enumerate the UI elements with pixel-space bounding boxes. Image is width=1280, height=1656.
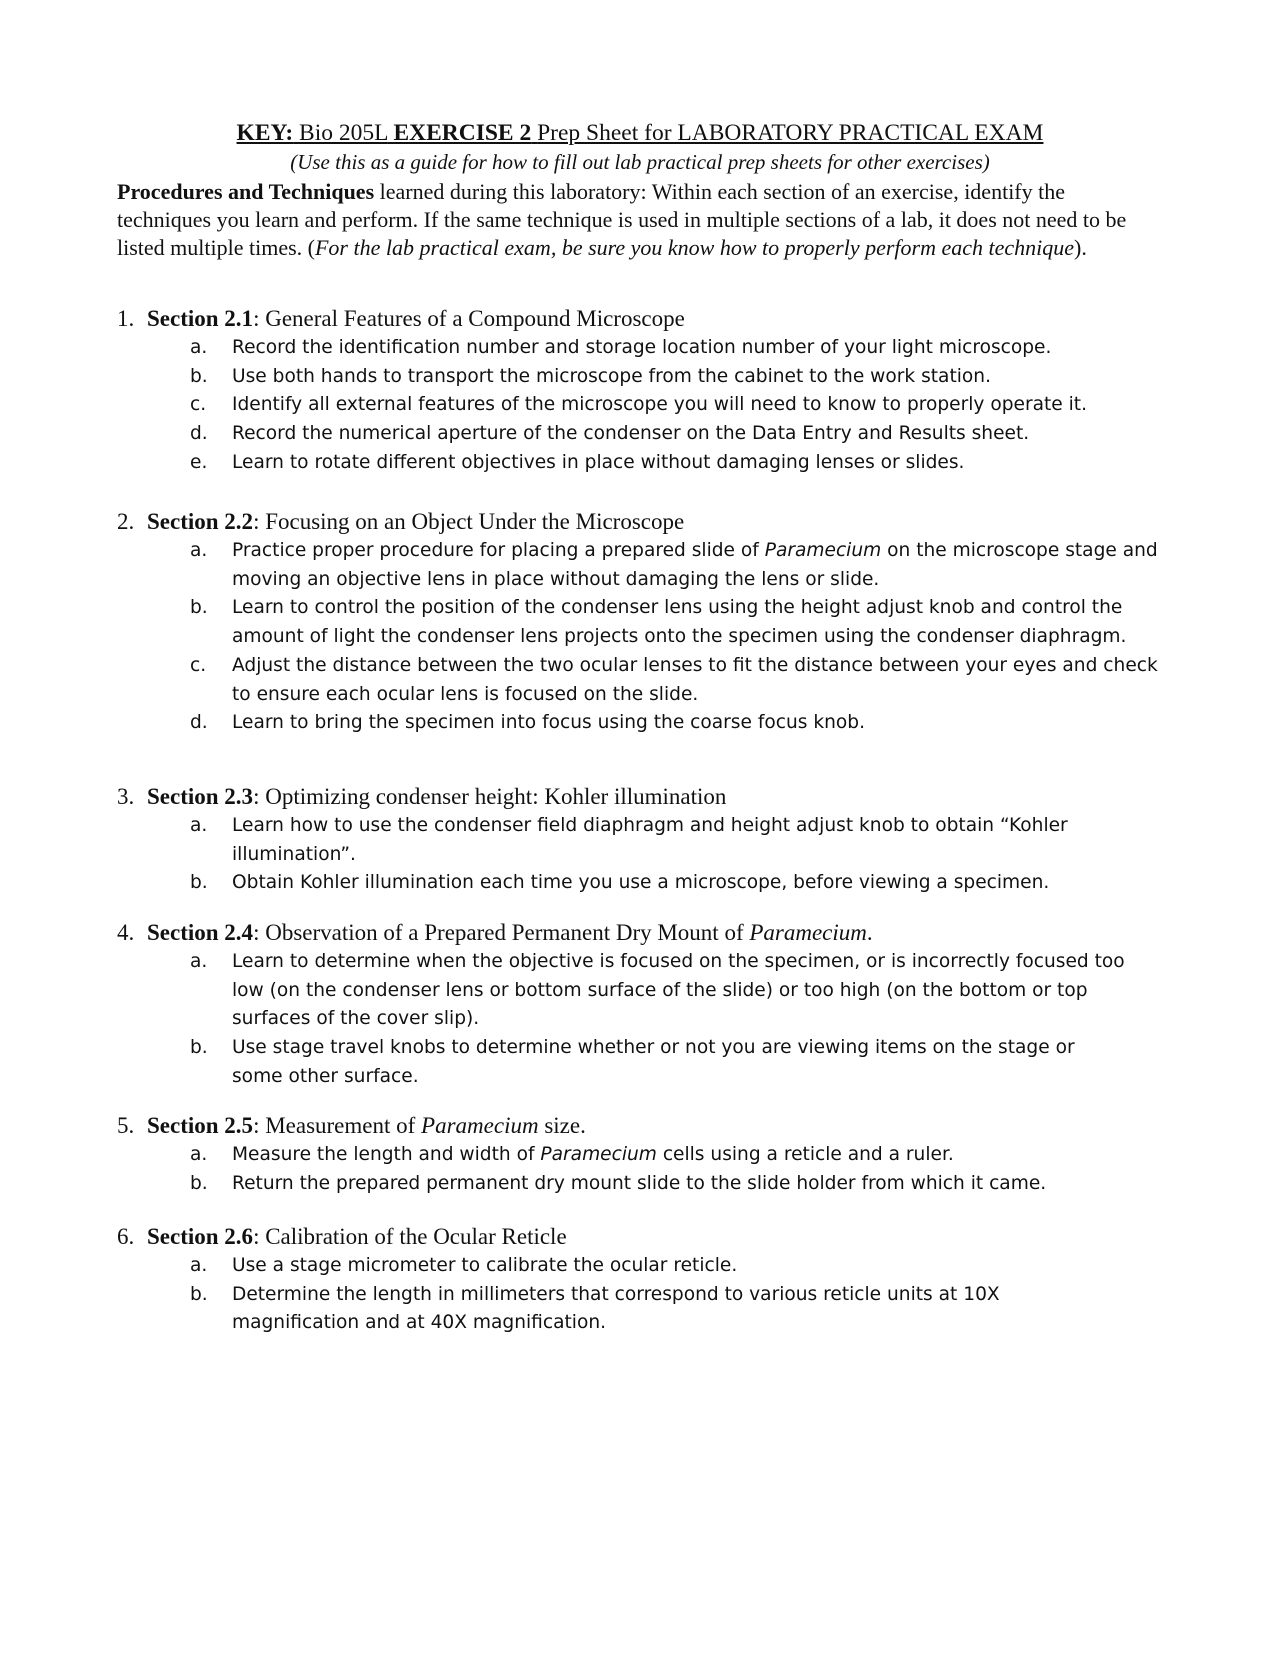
section-2-3: [117, 782, 1167, 898]
list-item: a. Measure the length and width of Paramecium cells using a reticle and a ruler.: [190, 1144, 954, 1165]
list-item: a. Learn how to use the condenser field diaphragm and height adjust knob to obtain “Kohler illumination”.: [190, 815, 1068, 865]
section-2-2: [117, 507, 1167, 738]
exercise-label: EXERCISE 2: [393, 120, 532, 146]
section-heading: [117, 304, 1167, 334]
section-items: [117, 334, 1167, 478]
title-rest: Prep Sheet for LABORATORY PRACTICAL EXAM: [537, 120, 1044, 146]
section-2-4: [117, 918, 1167, 1092]
section-items: [117, 948, 1167, 1092]
section-items: [117, 812, 1167, 898]
section-title: : General Features of a Compound Microscope: [253, 306, 685, 331]
list-item: d. Learn to bring the specimen into focus using the coarse focus knob.: [190, 712, 866, 734]
list-item: a. Practice proper procedure for placing a prepared slide of Paramecium on the microscope stage and moving an objective lens in place without damaging the lens or slide.: [190, 540, 1158, 590]
section-heading: 2. Section 2.2: Focusing on an Object Under the Microscope: [117, 509, 685, 534]
section-2-1: [117, 304, 1167, 478]
list-item: b. Determine the length in millimeters that correspond to various reticle units at 10X magnification and at 40X magnification.: [190, 1283, 1000, 1334]
list-item: b. Return the prepared permanent dry mount slide to the slide holder from which it came.: [190, 1172, 1047, 1194]
intro-text: learned during this laboratory: Within each section of an exercise, identify the techniques you learn and perform. If the same technique is used in multiple sections of a lab, it does not need to be listed multiple times. (: [117, 179, 1127, 260]
list-item: d. Record the numerical aperture of the condenser on the Data Entry and Results sheet.: [190, 423, 1030, 445]
page-subtitle: (Use this as a guide for how to fill out lab practical prep sheets for other exercises): [290, 150, 990, 174]
section-2-6: [117, 1222, 1167, 1338]
list-item: b. Use stage travel knobs to determine whether or not you are viewing items on the stage or some other surface.: [190, 1037, 1075, 1087]
section-2-5: [117, 1111, 1167, 1198]
list-item: a. Learn to determine when the objective is focused on the specimen, or is incorrectly focused too low (on the condenser lens or bottom surface of the slide) or too high (on the bottom or top surfaces of the cover slip).: [190, 951, 1125, 1030]
key-label: KEY:: [236, 120, 294, 146]
list-item: e. Learn to rotate different objectives in place without damaging lenses or slides.: [190, 451, 965, 473]
course-name: Bio 205L: [299, 120, 388, 146]
list-item: b. Use both hands to transport the microscope from the cabinet to the work station.: [190, 365, 991, 387]
intro-bold: Procedures and Techniques: [117, 179, 375, 204]
section-heading: 4. Section 2.4: Observation of a Prepared Permanent Dry Mount of Paramecium.: [117, 920, 873, 945]
intro-italic: For the lab practical exam, be sure you know how to properly perform each technique: [314, 235, 1075, 260]
list-item: c. Adjust the distance between the two ocular lenses to fit the distance between your eyes and check to ensure each ocular lens is focused on the slide.: [190, 654, 1158, 705]
section-items: [117, 1141, 1167, 1198]
list-item: b. Learn to control the position of the condenser lens using the height adjust knob and control the amount of light the condenser lens projects onto the specimen using the condenser diaphragm.: [190, 597, 1127, 648]
section-label: Section 2.1: [147, 306, 254, 331]
list-item: c. Identify all external features of the microscope you will need to know to properly operate it.: [190, 394, 1088, 416]
section-items: [117, 1252, 1167, 1338]
list-item: b. Obtain Kohler illumination each time you use a microscope, before viewing a specimen.: [190, 872, 1050, 894]
list-item: a. Use a stage micrometer to calibrate the ocular reticle.: [190, 1255, 738, 1276]
section-heading: 5. Section 2.5: Measurement of Paramecium size.: [117, 1113, 586, 1138]
intro-end: ).: [1074, 235, 1087, 260]
list-item: a. Record the identification number and storage location number of your light microscope.: [190, 337, 1052, 358]
section-heading: 6. Section 2.6: Calibration of the Ocular Reticle: [117, 1224, 567, 1249]
section-heading: 3. Section 2.3: Optimizing condenser height: Kohler illumination: [117, 784, 727, 809]
page-title: [0, 120, 1280, 147]
section-items: [117, 537, 1167, 738]
section-number: 1.: [117, 306, 135, 331]
intro-paragraph: [117, 178, 1157, 262]
